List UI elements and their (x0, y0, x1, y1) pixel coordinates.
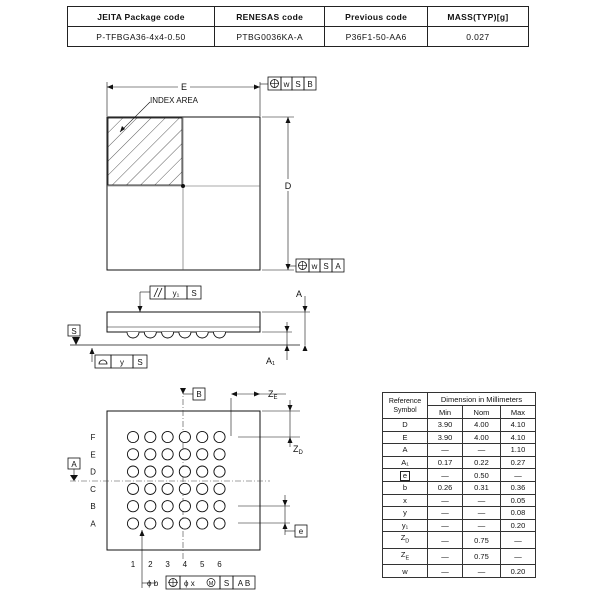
dim-min: — (428, 548, 463, 565)
dim-table-row (383, 519, 536, 532)
ball-A4 (179, 518, 190, 529)
dim-symbol: y (383, 507, 428, 520)
dim-symbol: A₁ (383, 456, 428, 469)
side-ball (162, 332, 174, 338)
dim-symbol: x (383, 494, 428, 507)
fcf-flat-tol: y (120, 358, 124, 367)
dim-nom: — (463, 565, 501, 578)
dim-min: — (428, 532, 463, 549)
dim-table-row (383, 419, 536, 432)
max-header: Max (500, 406, 535, 419)
ball-E5 (197, 449, 208, 460)
dim-symbol: $Z_E$ (383, 548, 428, 565)
ball-C2 (145, 483, 156, 494)
dim-table-row (383, 494, 536, 507)
dim-table-row (383, 565, 536, 578)
ball-A3 (162, 518, 173, 529)
header-renesas: RENESAS code (214, 7, 324, 27)
dimension-table (382, 392, 536, 578)
side-balls (127, 332, 226, 338)
col-label: 3 (165, 560, 170, 569)
dim-table-body (383, 419, 536, 578)
dim-nom: — (463, 507, 501, 520)
dim-max: 1.10 (500, 444, 535, 457)
col-label: 4 (182, 560, 188, 569)
ball-A5 (197, 518, 208, 529)
side-ball (214, 332, 226, 338)
ball-D1 (127, 466, 138, 477)
col-label: 1 (130, 560, 136, 569)
ball-E3 (162, 449, 173, 460)
dim-nom: 0.31 (463, 481, 501, 494)
dim-nom: 4.00 (463, 419, 501, 432)
dim-symbol: E (383, 431, 428, 444)
side-ball (127, 332, 139, 338)
dim-table-header-row (383, 393, 536, 406)
row-label: D (90, 467, 96, 477)
ball-F4 (179, 431, 190, 442)
side-ball (179, 332, 191, 338)
bottom-view (68, 388, 307, 589)
dim-nom: — (463, 494, 501, 507)
dim-symbol: e (383, 469, 428, 482)
row-label: F (90, 433, 96, 442)
col-labels (131, 560, 223, 569)
dim-max: 0.08 (500, 507, 535, 520)
dim-nom: 0.22 (463, 456, 501, 469)
fcf-parallel-datum: S (191, 289, 197, 298)
pitch-e-label: e (298, 527, 304, 536)
fcf-e-datum2: B (307, 80, 313, 89)
dim-min: — (428, 444, 463, 457)
fcf-ball-position (140, 530, 256, 589)
dim-table-row (383, 444, 536, 457)
datum-s-label: S (71, 327, 77, 336)
fcf-ball-tol: ϕ x (184, 579, 195, 588)
ball-F5 (197, 431, 208, 442)
dim-max: 0.36 (500, 481, 535, 494)
dim-symbol: y₁ (383, 519, 428, 532)
ref-symbol-header: Reference Symbol (383, 393, 428, 419)
value-previous: P36F1-50-AA6 (325, 27, 427, 47)
side-view (68, 286, 310, 368)
ball-D2 (145, 466, 156, 477)
dim-table-row (383, 469, 536, 482)
package-body-side (107, 312, 260, 332)
dim-nom: 0.75 (463, 548, 501, 565)
dim-table-row (383, 481, 536, 494)
value-jeita: P-TFBGA36-4x4-0.50 (68, 27, 215, 47)
fcf-flatness (90, 348, 148, 368)
row-label: A (90, 519, 96, 529)
ball-D5 (197, 466, 208, 477)
dim-e-label: E (180, 82, 188, 92)
ball-E6 (214, 449, 225, 460)
ball-D6 (214, 466, 225, 477)
header-mass: MASS(TYP)[g] (427, 7, 528, 27)
dim-min: 3.90 (428, 431, 463, 444)
dim-max: 4.10 (500, 431, 535, 444)
ze-label: $Z_E$ (268, 389, 278, 401)
dim-min: 0.26 (428, 481, 463, 494)
value-renesas: PTBG0036KA-A (214, 27, 324, 47)
ball-C1 (127, 483, 138, 494)
dim-min: 0.17 (428, 456, 463, 469)
dim-max: — (500, 548, 535, 565)
datum-a-label: A (71, 460, 77, 469)
dim-max: — (500, 469, 535, 482)
dim-mm-header: Dimension in Millimeters (428, 393, 536, 406)
row-label: E (90, 450, 96, 460)
ball-D4 (179, 466, 190, 477)
dim-nom: — (463, 519, 501, 532)
fcf-d-datum2: A (335, 262, 341, 271)
ball-C4 (179, 483, 190, 494)
dim-nom: 4.00 (463, 431, 501, 444)
fcf-ball-d2: A B (237, 579, 251, 588)
fcf-d-datum1: S (323, 262, 329, 271)
ball-C6 (214, 483, 225, 494)
dim-nom: — (463, 444, 501, 457)
col-label: 6 (217, 560, 222, 569)
fcf-position-d (288, 259, 344, 272)
fcf-parallelism (138, 286, 202, 312)
fcf-ball-mod: M (208, 581, 214, 587)
ball-B1 (127, 501, 138, 512)
ball-C3 (162, 483, 173, 494)
ball-B5 (197, 501, 208, 512)
dim-max: 0.20 (500, 519, 535, 532)
ball-A1 (127, 518, 138, 529)
dim-symbol: b (383, 481, 428, 494)
dim-symbol: w (383, 565, 428, 578)
dim-min: — (428, 494, 463, 507)
ball-B6 (214, 501, 225, 512)
dim-d-label: D (284, 181, 292, 191)
ball-A6 (214, 518, 225, 529)
col-label: 2 (148, 560, 153, 569)
ball-D3 (162, 466, 173, 477)
dim-max: 0.27 (500, 456, 535, 469)
side-ball (144, 332, 156, 338)
fcf-ball-size: ϕ b (147, 579, 159, 588)
zd-label: $Z_D$ (293, 444, 303, 456)
dim-max: 0.20 (500, 565, 535, 578)
dim-symbol: A (383, 444, 428, 457)
dim-nom: 0.75 (463, 532, 501, 549)
top-view (107, 77, 344, 272)
dim-min: 3.90 (428, 419, 463, 432)
dim-symbol: $Z_D$ (383, 532, 428, 549)
datum-b-label: B (196, 390, 202, 399)
min-header: Min (428, 406, 463, 419)
dim-table-row (383, 456, 536, 469)
dim-nom: 0.50 (463, 469, 501, 482)
ball-A2 (145, 518, 156, 529)
index-area-label: INDEX AREA (150, 96, 199, 105)
dim-min: — (428, 565, 463, 578)
value-mass: 0.027 (427, 27, 528, 47)
dim-table-row (383, 548, 536, 565)
dim-table-row (383, 532, 536, 549)
col-label: 5 (199, 560, 205, 569)
ball-F2 (145, 431, 156, 442)
fcf-flat-datum: S (137, 358, 143, 367)
ball-C5 (197, 483, 208, 494)
nom-header: Nom (463, 406, 501, 419)
ball-E4 (179, 449, 190, 460)
fcf-d-tol: w (311, 262, 318, 271)
ball-F6 (214, 431, 225, 442)
ball-B3 (162, 501, 173, 512)
dim-a1-label: A₁ (266, 356, 276, 366)
dim-max: 0.05 (500, 494, 535, 507)
dim-min: — (428, 519, 463, 532)
ball-grid (127, 431, 225, 529)
fcf-e-datum1: S (295, 80, 301, 89)
dim-min: — (428, 507, 463, 520)
dim-max: 4.10 (500, 419, 535, 432)
ball-E2 (145, 449, 156, 460)
index-area-hatch (108, 118, 182, 185)
dim-table-row (383, 431, 536, 444)
ball-F3 (162, 431, 173, 442)
dim-max: — (500, 532, 535, 549)
fcf-parallel-tol: y₁ (172, 289, 180, 298)
fcf-position-e (260, 77, 316, 90)
fcf-e-tol: w (283, 80, 290, 89)
ball-B4 (179, 501, 190, 512)
ball-E1 (127, 449, 138, 460)
side-ball (196, 332, 208, 338)
header-previous: Previous code (325, 7, 427, 27)
header-jeita: JEITA Package code (68, 7, 215, 27)
dim-min: — (428, 469, 463, 482)
dim-table-row (383, 507, 536, 520)
dim-a-label: A (296, 289, 303, 299)
fcf-ball-d1: S (223, 579, 230, 588)
row-label: B (90, 502, 96, 512)
dim-symbol: D (383, 419, 428, 432)
ball-F1 (127, 431, 138, 442)
row-label: C (90, 484, 96, 494)
ball-B2 (145, 501, 156, 512)
